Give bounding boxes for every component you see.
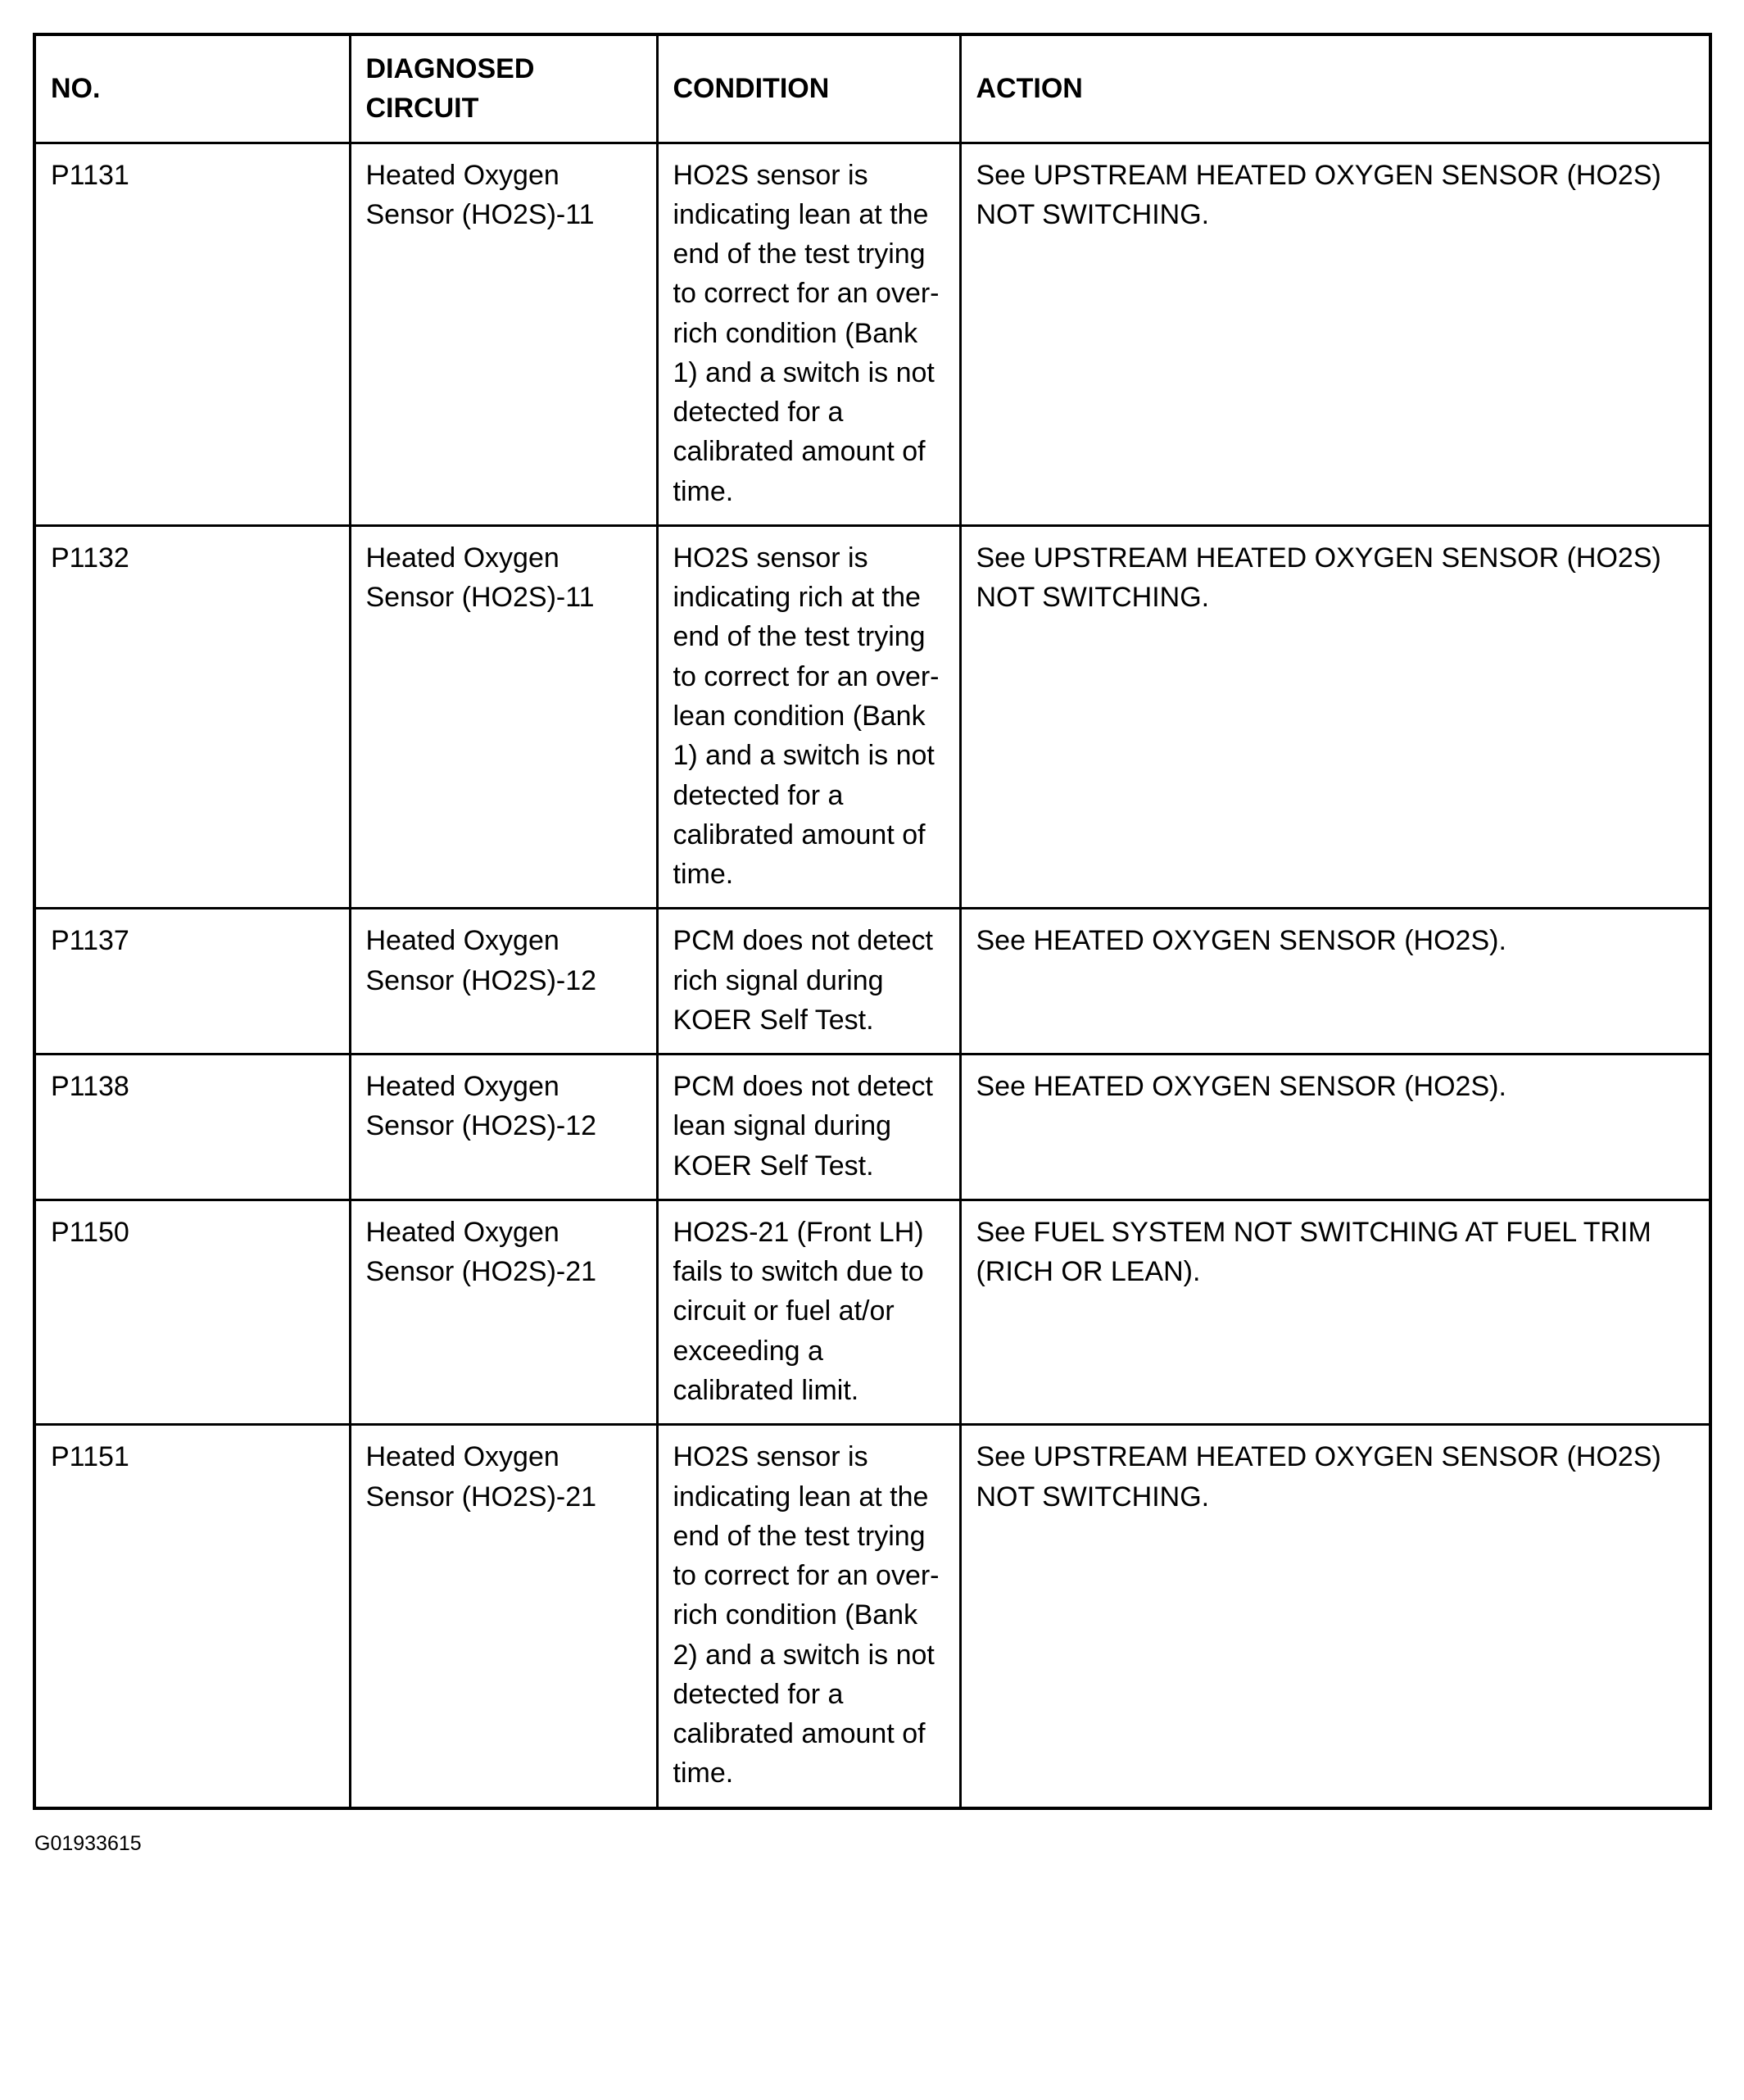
dtc-table bbox=[33, 33, 1712, 1810]
condition-cell: HO2S sensor is indicating lean at the end of the test trying to correct for an over-rich condition (Bank 2) and a switch is not detected for a calibrated amount of time. bbox=[657, 1425, 960, 1808]
col-header-diagnosed-circuit: DIAGNOSED CIRCUIT bbox=[350, 34, 657, 143]
condition-cell: HO2S-21 (Front LH) fails to switch due to circuit or fuel at/or exceeding a calibrated limit. bbox=[657, 1200, 960, 1424]
col-header-action: ACTION bbox=[960, 34, 1710, 143]
diagnosed-circuit-cell: Heated Oxygen Sensor (HO2S)-11 bbox=[350, 525, 657, 908]
dtc-code-cell: P1151 bbox=[34, 1425, 350, 1808]
header-row bbox=[34, 34, 1710, 143]
dtc-code-cell: P1138 bbox=[34, 1055, 350, 1200]
diagnosed-circuit-cell: Heated Oxygen Sensor (HO2S)-21 bbox=[350, 1425, 657, 1808]
condition-cell: PCM does not detect rich signal during KOER Self Test. bbox=[657, 909, 960, 1055]
diagnosed-circuit-cell: Heated Oxygen Sensor (HO2S)-12 bbox=[350, 909, 657, 1055]
condition-cell: PCM does not detect lean signal during KOER Self Test. bbox=[657, 1055, 960, 1200]
col-header-no: NO. bbox=[34, 34, 350, 143]
dtc-code-cell: P1150 bbox=[34, 1200, 350, 1424]
action-cell: See UPSTREAM HEATED OXYGEN SENSOR (HO2S) NOT SWITCHING. bbox=[960, 143, 1710, 525]
table-row bbox=[34, 1200, 1710, 1424]
action-cell: See HEATED OXYGEN SENSOR (HO2S). bbox=[960, 909, 1710, 1055]
dtc-code-cell: P1131 bbox=[34, 143, 350, 525]
table-row bbox=[34, 909, 1710, 1055]
dtc-code-cell: P1137 bbox=[34, 909, 350, 1055]
diagnosed-circuit-cell: Heated Oxygen Sensor (HO2S)-12 bbox=[350, 1055, 657, 1200]
action-cell: See UPSTREAM HEATED OXYGEN SENSOR (HO2S) NOT SWITCHING. bbox=[960, 1425, 1710, 1808]
action-cell: See HEATED OXYGEN SENSOR (HO2S). bbox=[960, 1055, 1710, 1200]
table-row bbox=[34, 1055, 1710, 1200]
figure-id: G01933615 bbox=[34, 1831, 142, 1855]
action-cell: See FUEL SYSTEM NOT SWITCHING AT FUEL TRIM (RICH OR LEAN). bbox=[960, 1200, 1710, 1424]
col-header-condition: CONDITION bbox=[657, 34, 960, 143]
dtc-code-cell: P1132 bbox=[34, 525, 350, 908]
table-row bbox=[34, 525, 1710, 908]
diagnosed-circuit-cell: Heated Oxygen Sensor (HO2S)-11 bbox=[350, 143, 657, 525]
condition-cell: HO2S sensor is indicating rich at the end of the test trying to correct for an over-lean condition (Bank 1) and a switch is not detected for a calibrated amount of time. bbox=[657, 525, 960, 908]
condition-cell: HO2S sensor is indicating lean at the end of the test trying to correct for an over-rich condition (Bank 1) and a switch is not detected for a calibrated amount of time. bbox=[657, 143, 960, 525]
diagnosed-circuit-cell: Heated Oxygen Sensor (HO2S)-21 bbox=[350, 1200, 657, 1424]
table-row bbox=[34, 1425, 1710, 1808]
action-cell: See UPSTREAM HEATED OXYGEN SENSOR (HO2S) NOT SWITCHING. bbox=[960, 525, 1710, 908]
table-row bbox=[34, 143, 1710, 525]
